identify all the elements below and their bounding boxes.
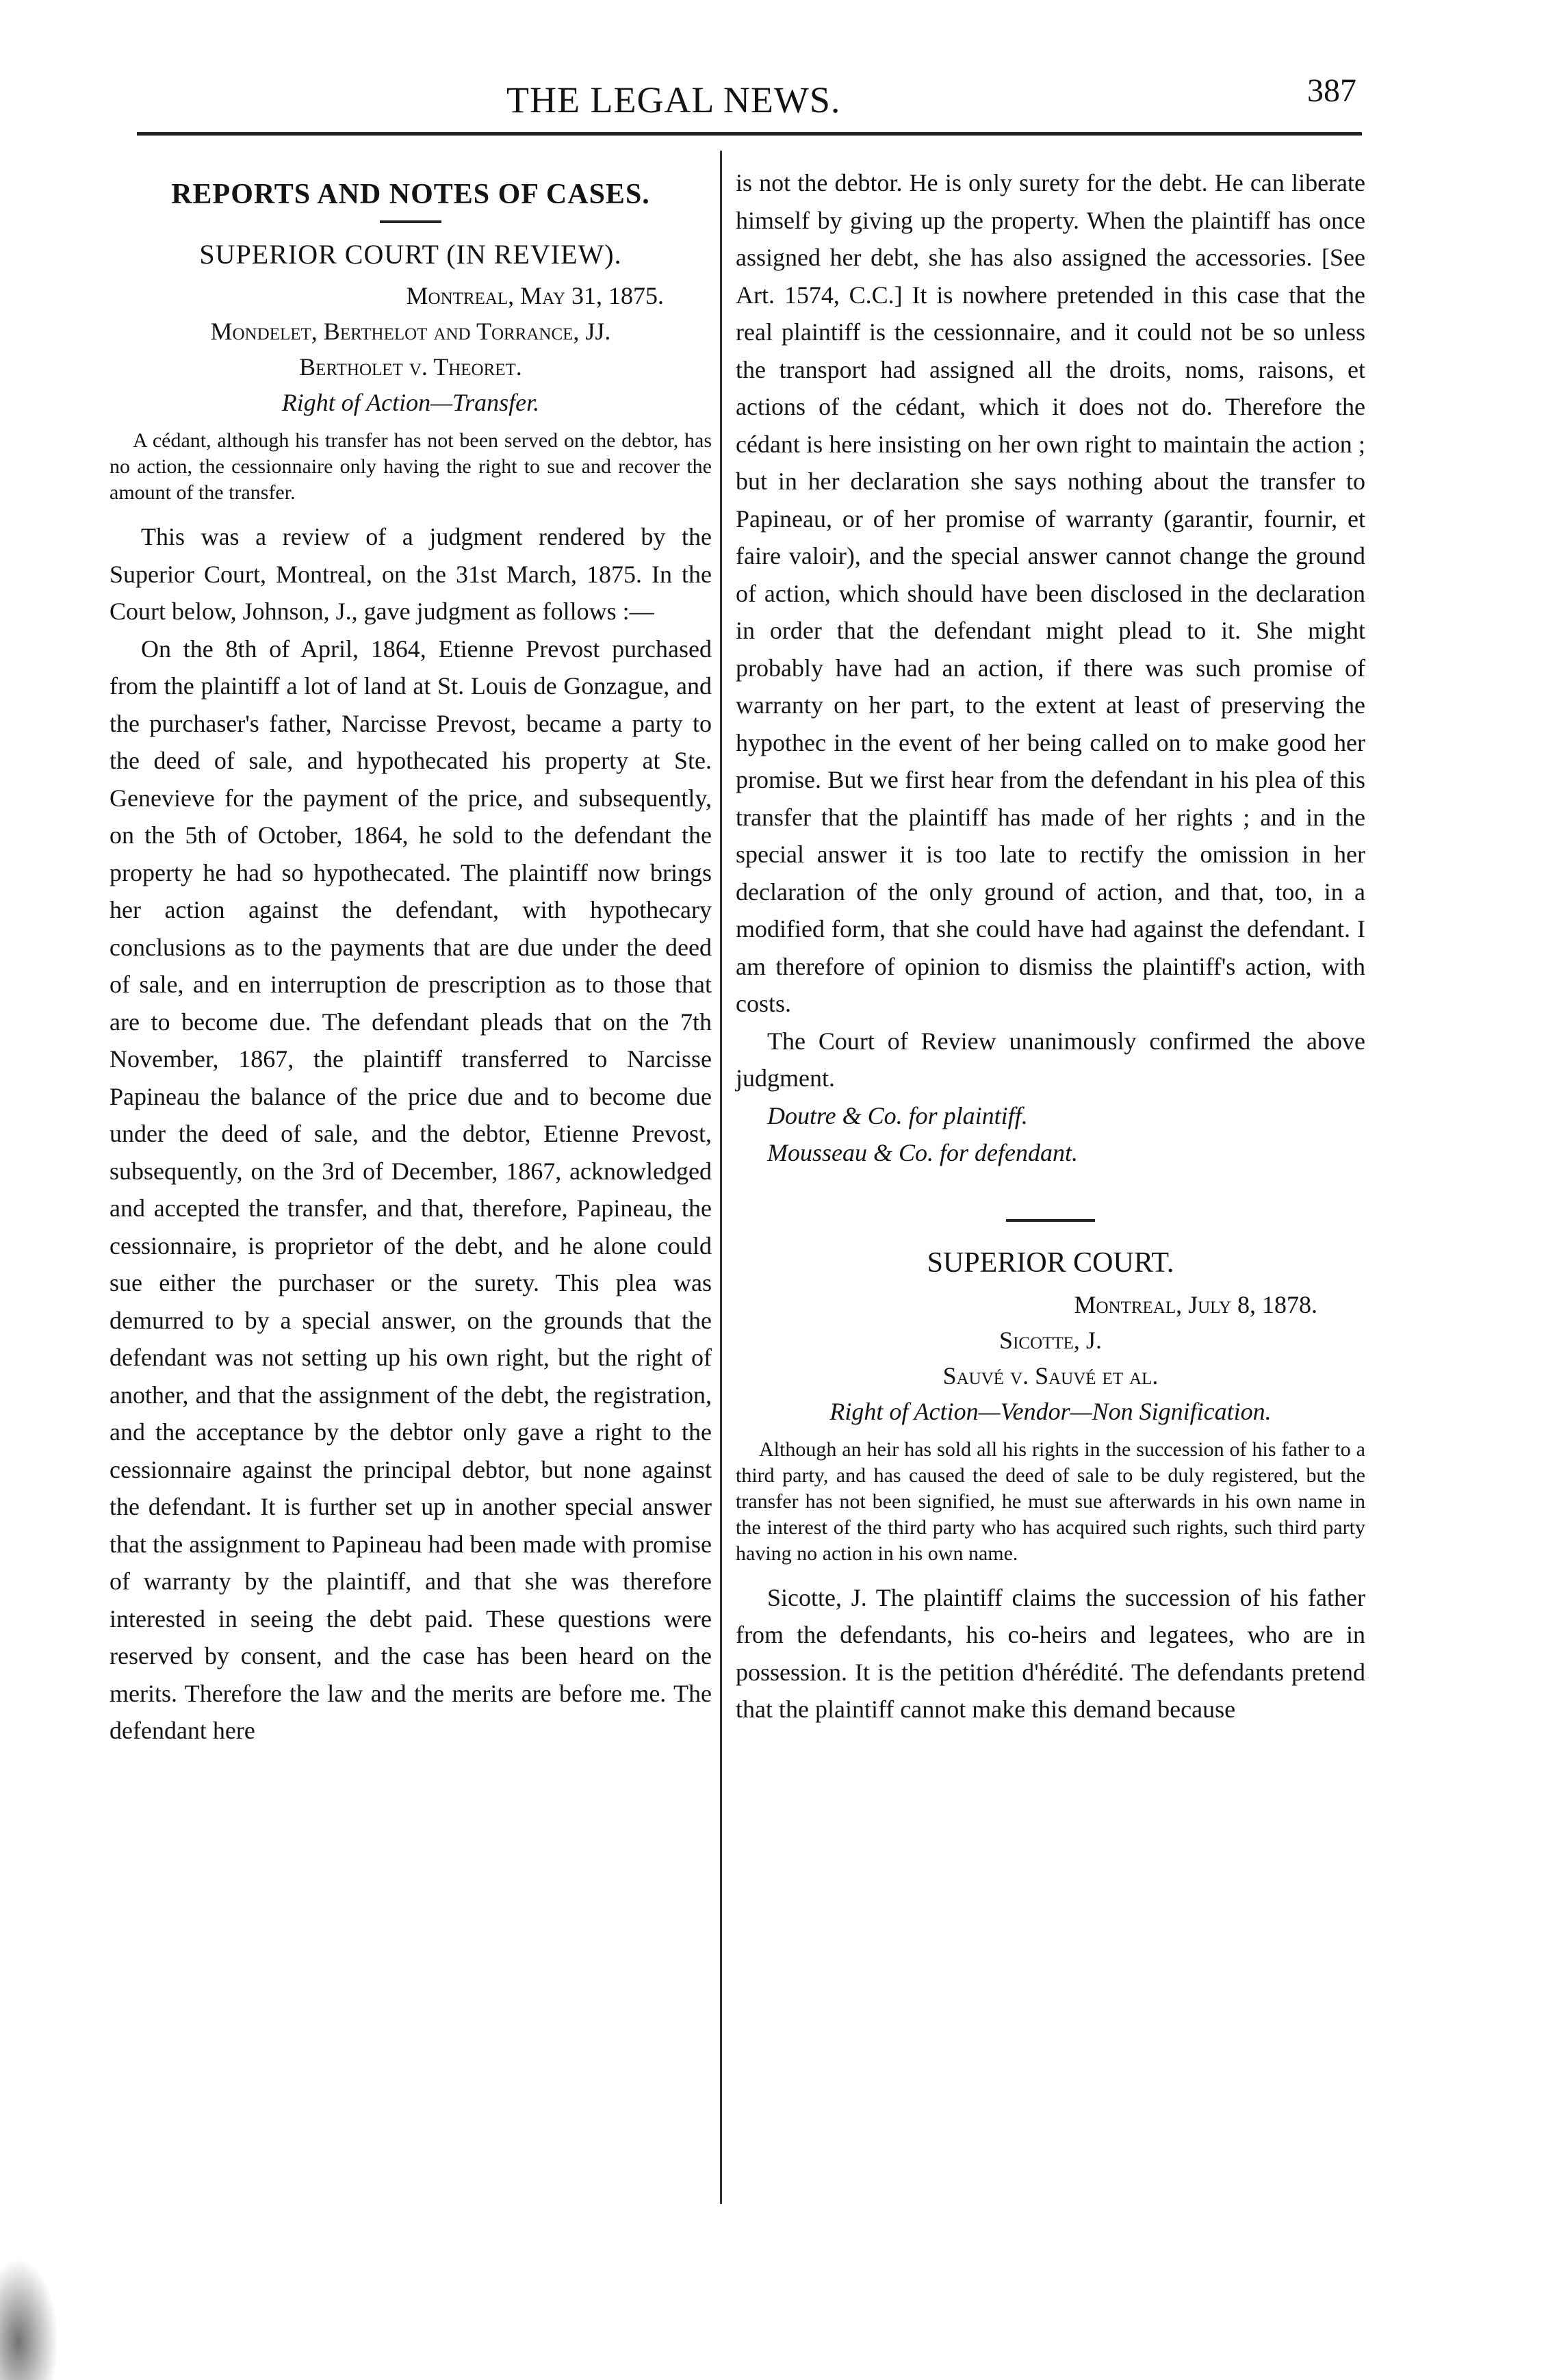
- case-parties: Bertholet v. Theoret.: [299, 353, 522, 381]
- case-subject: Right of Action—Vendor—Non Signification.: [829, 1397, 1272, 1425]
- case-headnote: Although an heir has sold all his rights in the succession of his father to a third party, and has caused the deed of sale to be duly registered, but the transfer has not been signified, he must sue afterwards in his own name in the interest of the third party who has acquired such rights, such third party having no action in his own name.: [736, 1437, 1365, 1565]
- court-name: SUPERIOR COURT (IN REVIEW).: [199, 239, 622, 270]
- court-name: SUPERIOR COURT.: [927, 1246, 1174, 1279]
- section-heading: REPORTS AND NOTES OF CASES.: [171, 179, 650, 210]
- body-paragraph: The Court of Review unanimously confirmed the above judgment.: [736, 1027, 1365, 1092]
- case-parties: Sauvé v. Sauvé et al.: [942, 1361, 1159, 1390]
- body-paragraph: On the 8th of April, 1864, Etienne Prevost purchased from the plaintiff a lot of land at St. Louis de Gonzague, and the purchaser's father, Narcisse Prevost, became a party to the deed of sale, and hypothecated his property at Ste. Genevieve for the payment of the price, and subsequently, on the 5th of October, 1864, he sold to the defendant the property he had so hypothecated. The plaintiff now brings her action against the defendant, with hypothecary conclusions as to the payments that are due under the deed of sale, and en interruption de prescription as to those that are to become due. The defendant pleads that on the 7th November, 1867, the plaintiff transferred to Narcisse Papineau the balance of the price due and to become due under the deed of sale, and the debtor, Etienne Prevost, subsequently, on the 3rd of December, 1867, acknowledged and accepted the transfer, and that, therefore, Papineau, the cessionnaire, is proprietor of the debt, and he alone could sue either the purchaser or the surety. This plea was demurred to by a special answer, on the grounds that the defendant was not setting up his own right, but the right of another, and that the assignment of the debt, the registration, and the acceptance by the debtor only gave a right to the cessionnaire against the principal debtor, but none against the defendant. It is further set up in another special answer that the assignment to Papineau had been made with promise of warranty by the plaintiff, and that she was therefore interested in seeing the debt paid. These questions were reserved by consent, and the case has been heard on the merits. Therefore the law and the merits are before me. The defendant here: [109, 635, 712, 1744]
- case-judges: Mondelet, Berthelot and Torrance, JJ.: [210, 318, 611, 345]
- heading-rule: [380, 220, 441, 223]
- scan-smudge: [0, 2252, 62, 2380]
- body-paragraph: This was a review of a judgment rendered by the Superior Court, Montreal, on the 31st March, 1875. In the Court below, Johnson, J., gave judgment as follows :—: [109, 523, 712, 625]
- case-separator: [1006, 1219, 1095, 1222]
- running-title: THE LEGAL NEWS.: [506, 79, 841, 120]
- case-subject: Right of Action—Transfer.: [281, 389, 540, 416]
- attorney-defendant: Mousseau & Co. for defendant.: [767, 1138, 1078, 1166]
- column-divider: [720, 151, 722, 2204]
- right-column: [736, 164, 1365, 1728]
- body-paragraph: Sicotte, J. The plaintiff claims the succession of his father from the defendants, his co-heirs and legatees, who are in possession. It is the petition d'hérédité. The defendants pretend that the plaintiff cannot make this demand because: [736, 1583, 1365, 1723]
- body-paragraph: is not the debtor. He is only surety for the debt. He can liberate himself by giving up the property. When the plaintiff has once assigned her debt, she has also assigned the accessories. [See Art. 1574, C.C.] It is nowhere pretended in this case that the real plaintiff is the cessionnaire, and it could not be so unless the transport had assigned all the droits, noms, raisons, et actions of the cédant, which it does not do. Therefore the cédant is here insisting on her own right to maintain the action ; but in her declaration she says nothing about the transfer to Papineau, or of her promise of warranty (garantir, fournir, et faire valoir), and the special answer cannot change the ground of action, which should have been disclosed in the declaration in order that the defendant might plead to it. She might probably have had an action, if there was such promise of warranty on her part, to the extent at least of preserving the hypothec in the event of her being called on to make good her promise. But we first hear from the defendant in his plea of this transfer that the plaintiff has made of her rights ; and in the special answer it is too late to rectify the omission in her declaration of the only ground of action, and that, too, in a modified form, that she could have had against the defendant. I am therefore of opinion to dismiss the plaintiff's action, with costs.: [736, 169, 1365, 1017]
- case-place-date: Montreal, May 31, 1875.: [406, 282, 664, 309]
- case-place-date: Montreal, July 8, 1878.: [1074, 1290, 1317, 1318]
- attorney-plaintiff: Doutre & Co. for plaintiff.: [767, 1101, 1028, 1129]
- page-header: [0, 65, 1546, 140]
- case-judge: Sicotte, J.: [999, 1326, 1102, 1354]
- left-column: [109, 164, 712, 1750]
- case-headnote: A cédant, although his transfer has not been served on the debtor, has no action, the cessionnaire only having the right to sue and recover the amount of the transfer.: [109, 429, 712, 504]
- header-rule: [137, 132, 1362, 136]
- page-number: 387: [1307, 73, 1356, 109]
